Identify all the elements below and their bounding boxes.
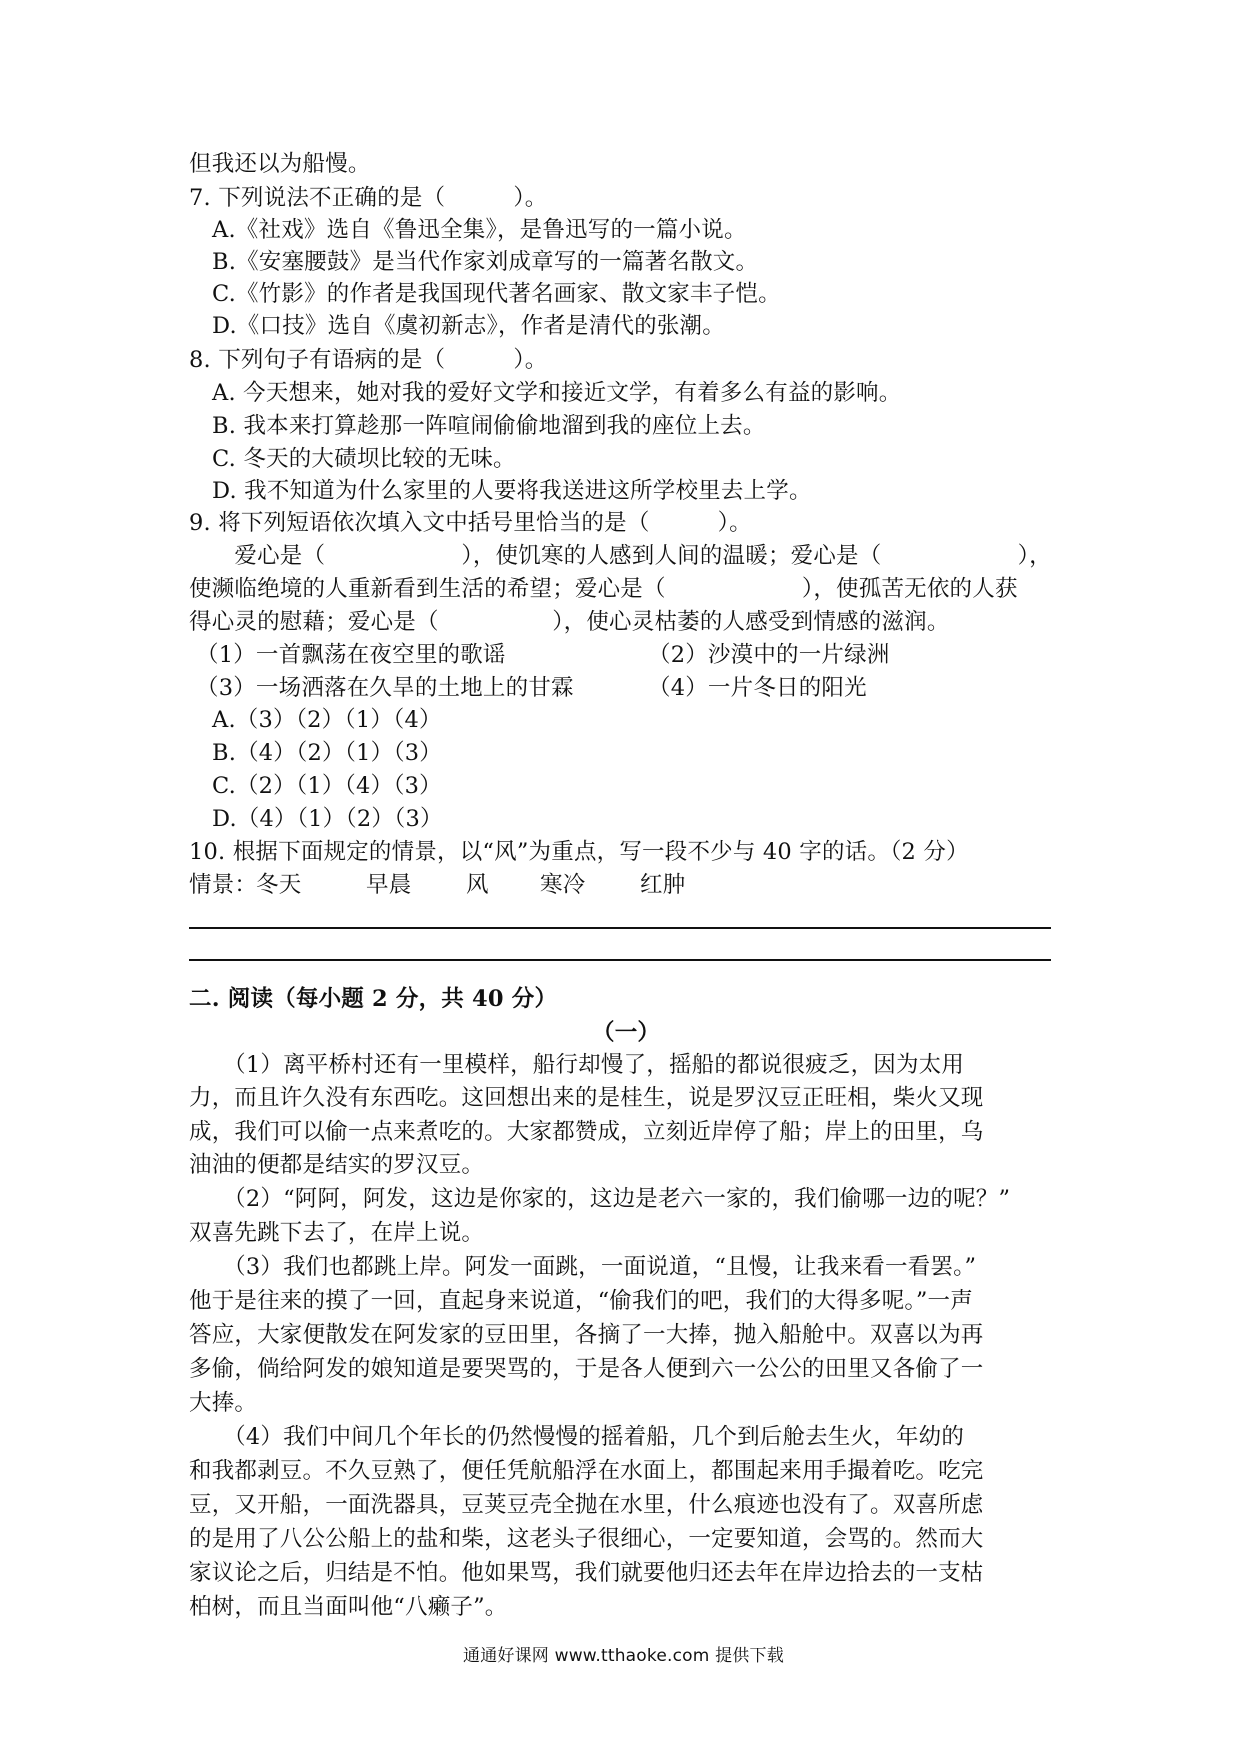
paragraph-line: 答应，大家便散发在阿发家的豆田里，各摘了一大捧，抛入船舱中。双喜以为再 <box>189 1322 984 1348</box>
paragraph-line: 力，而且许久没有东西吃。这回想出来的是桂生，说是罗汉豆正旺相，柴火又现 <box>189 1085 984 1111</box>
q8-option-c: C. 冬天的大碛坝比较的无味。 <box>212 446 516 472</box>
q9-option-a: A.（3）（2）（1）（4） <box>212 707 442 733</box>
q9-option-d: D.（4）（1）（2）（3） <box>212 806 443 832</box>
paragraph-line: 成，我们可以偷一点来煮吃的。大家都赞成，立刻近岸停了船；岸上的田里，乌 <box>189 1119 984 1145</box>
q9-phrase-4: （4）一片冬日的阳光 <box>648 675 867 701</box>
q8-option-d: D. 我不知道为什么家里的人要将我送进这所学校里去上学。 <box>212 478 812 504</box>
section-heading: 二. 阅读（每小题 2 分，共 40 分） <box>189 986 558 1012</box>
q9-passage-line: 得心灵的慰藉；爱心是（ ），使心灵枯萎的人感受到情感的滋润。 <box>189 609 950 635</box>
paragraph-line: 大捧。 <box>189 1390 258 1416</box>
q7-option-b: B.《安塞腰鼓》是当代作家刘成章写的一篇著名散文。 <box>212 249 759 275</box>
paragraph-line: 他于是往来的摸了一回，直起身来说道，“偷我们的吧，我们的大得多呢。”一声 <box>189 1288 973 1314</box>
paragraph-line: 双喜先跳下去了，在岸上说。 <box>189 1220 485 1246</box>
q8-option-b: B. 我本来打算趁那一阵喧闹偷偷地溜到我的座位上去。 <box>212 413 766 439</box>
page-footer: 通通好课网 www.tthaoke.com 提供下载 <box>463 1646 784 1666</box>
answer-line[interactable] <box>189 927 1051 929</box>
q9-option-b: B.（4）（2）（1）（3） <box>212 740 442 766</box>
part-title: （一） <box>592 1020 661 1046</box>
answer-line[interactable] <box>189 959 1051 961</box>
q10-scene-word: 风 <box>466 872 489 898</box>
q10-scene-label: 情景： <box>189 872 258 898</box>
q9-passage-line: 爱心是（ ），使饥寒的人感到人间的温暖；爱心是（ ）， <box>189 543 1052 569</box>
paragraph-line: 多偷，倘给阿发的娘知道是要哭骂的，于是各人便到六一公公的田里又各偷了一 <box>189 1356 984 1382</box>
q9-phrase-1: （1）一首飘荡在夜空里的歌谣 <box>196 642 506 668</box>
q8-stem: 8. 下列句子有语病的是（ ）。 <box>189 347 548 373</box>
q7-stem: 7. 下列说法不正确的是（ ）。 <box>189 185 548 211</box>
q8-option-a: A. 今天想来，她对我的爱好文学和接近文学，有着多么有益的影响。 <box>212 380 902 406</box>
paragraph-line: （3）我们也都跳上岸。阿发一面跳，一面说道，“且慢，让我来看一看罢。” <box>189 1254 977 1280</box>
paragraph-line: 和我都剥豆。不久豆熟了，便任凭航船浮在水面上，都围起来用手撮着吃。吃完 <box>189 1458 984 1484</box>
paragraph-line: 油油的便都是结实的罗汉豆。 <box>189 1152 485 1178</box>
q10-stem: 10. 根据下面规定的情景，以“风”为重点，写一段不少与 40 字的话。（2 分） <box>189 839 969 865</box>
paragraph-line: 柏树，而且当面叫他“八癞子”。 <box>189 1594 508 1620</box>
q7-option-c: C.《竹影》的作者是我国现代著名画家、散文家丰子恺。 <box>212 281 781 307</box>
paragraph-line: （2）“阿阿，阿发，这边是你家的，这边是老六一家的，我们偷哪一边的呢？” <box>189 1186 1011 1212</box>
q9-phrase-3: （3）一场洒落在久旱的土地上的甘霖 <box>196 675 574 701</box>
q10-scene-word: 早晨 <box>366 872 412 898</box>
paragraph-line: （1）离平桥村还有一里模样，船行却慢了，摇船的都说很疲乏，因为太用 <box>189 1052 965 1078</box>
q10-scene-word: 红肿 <box>640 872 686 898</box>
paragraph-line: 豆，又开船，一面洗器具，豆荚豆壳全抛在水里，什么痕迹也没有了。双喜所虑 <box>189 1492 984 1518</box>
paragraph-line: 家议论之后，归结是不怕。他如果骂，我们就要他归还去年在岸边拾去的一支枯 <box>189 1560 984 1586</box>
q9-option-c: C.（2）（1）（4）（3） <box>212 773 442 799</box>
q7-option-d: D.《口技》选自《虞初新志》，作者是清代的张潮。 <box>212 313 725 339</box>
lead-line: 但我还以为船慢。 <box>189 151 371 177</box>
q9-stem: 9. 将下列短语依次填入文中括号里恰当的是（ ）。 <box>189 510 752 536</box>
paragraph-line: （4）我们中间几个年长的仍然慢慢的摇着船，几个到后舱去生火，年幼的 <box>189 1424 965 1450</box>
q7-option-a: A.《社戏》选自《鲁迅全集》，是鲁迅写的一篇小说。 <box>212 217 747 243</box>
q9-passage-line: 使濒临绝境的人重新看到生活的希望；爱心是（ ），使孤苦无依的人获 <box>189 576 1018 602</box>
q10-scene-word: 寒冷 <box>540 872 586 898</box>
q10-scene-word: 冬天 <box>256 872 302 898</box>
q9-phrase-2: （2）沙漠中的一片绿洲 <box>648 642 890 668</box>
paragraph-line: 的是用了八公公船上的盐和柴，这老头子很细心，一定要知道，会骂的。然而大 <box>189 1526 984 1552</box>
